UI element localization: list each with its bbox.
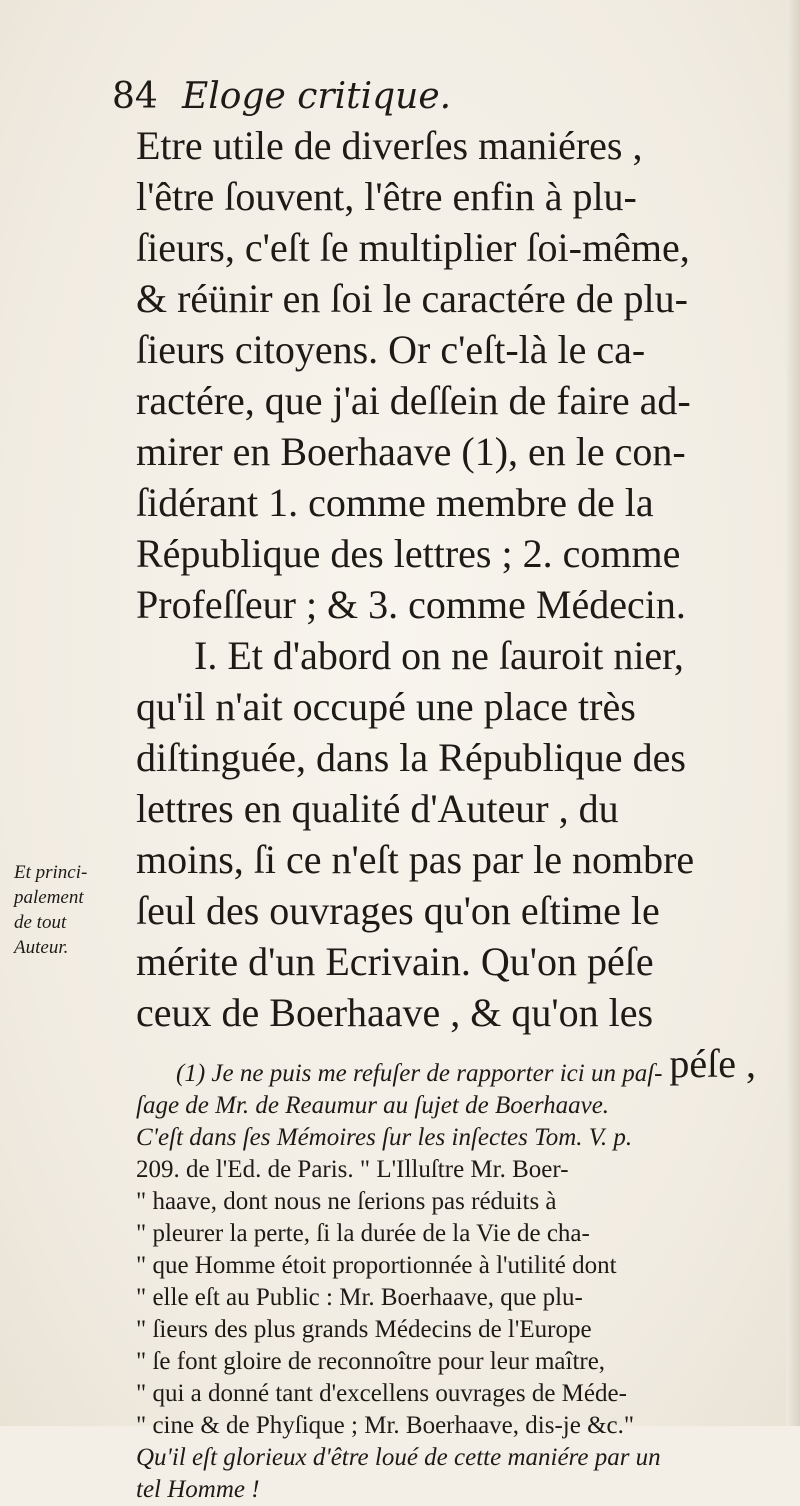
margin-note-line: de tout (14, 912, 67, 933)
footnote-line: Qu'il eſt glorieux d'être loué de cette maniére par un (136, 1444, 661, 1471)
body-line: & réünir en ſoi le caractére de plu- (136, 276, 688, 321)
running-header (112, 72, 752, 122)
page-edge-shadow (786, 0, 800, 1426)
body-line: diſtinguée, dans la République des (136, 735, 686, 780)
margin-note-line: Et princi- (14, 862, 88, 883)
footnote-line: " ſe font gloire de reconnoître pour leur maître, (136, 1348, 606, 1375)
body-line: mérite d'un Ecrivain. Qu'on péſe (136, 939, 654, 984)
body-line: mirer en Boerhaave (1), en le con- (136, 429, 686, 474)
footnote-line: " pleurer la perte, ſi la durée de la Vie de cha- (136, 1220, 590, 1247)
body-line: Profeſſeur ; & 3. comme Médecin. (136, 582, 686, 627)
footnote-line: tel Homme ! (136, 1476, 260, 1503)
body-line: qu'il n'ait occupé une place très (136, 684, 636, 729)
margin-note-line: palement (14, 887, 84, 908)
body-line: ractére, que j'ai deſſein de faire ad- (136, 378, 691, 423)
footnote-line: " elle eſt au Public : Mr. Boerhaave, que plu- (136, 1284, 583, 1311)
body-line: ſeul des ouvrages qu'on eſtime le (136, 888, 660, 933)
footnote-line: " cine & de Phyſique ; Mr. Boerhaave, dis-je &c." (136, 1412, 635, 1439)
footnote-line: C'eſt dans ſes Mémoires ſur les inſectes Tom. V. p. (136, 1124, 633, 1151)
body-line: moins, ſi ce n'eſt pas par le nombre (136, 837, 695, 882)
body-line-section-start: I. Et d'abord on ne ſauroit nier, (194, 633, 684, 678)
body-text (136, 120, 776, 1089)
body-line: ſieurs, c'eſt ſe multiplier ſoi-même, (136, 225, 690, 270)
running-title: Eloge critique. (182, 76, 452, 117)
footnote-line: (1) Je ne puis me refuſer de rapporter ici un paſ- (176, 1060, 663, 1087)
footnote-line: " qui a donné tant d'excellens ouvrages de Méde- (136, 1380, 627, 1407)
footnote (136, 1058, 776, 1506)
catchword: péſe , (669, 1041, 756, 1086)
body-line: ceux de Boerhaave , & qu'on les (136, 990, 654, 1035)
body-line: ſieurs citoyens. Or c'eſt-là le ca- (136, 327, 646, 372)
body-line: l'être ſouvent, l'être enfin à plu- (136, 174, 637, 219)
footnote-line: " ſieurs des plus grands Médecins de l'Europe (136, 1316, 592, 1343)
footnote-line: 209. de l'Ed. de Paris. " L'Illuſtre Mr. Boer- (136, 1156, 569, 1183)
page-number: 84 (112, 76, 158, 117)
margin-note (14, 860, 126, 960)
margin-note-line: Auteur. (14, 937, 69, 958)
footnote-line: " que Homme étoit proportionnée à l'utilité dont (136, 1252, 617, 1279)
body-line: ſidérant 1. comme membre de la (136, 480, 654, 525)
body-line: lettres en qualité d'Auteur , du (136, 786, 619, 831)
body-line: Etre utile de diverſes maniéres , (136, 123, 643, 168)
body-line: République des lettres ; 2. comme (136, 531, 681, 576)
footnote-line: ſage de Mr. de Reaumur au ſujet de Boerhaave. (136, 1092, 610, 1119)
footnote-line: " haave, dont nous ne ſerions pas réduits à (136, 1188, 557, 1215)
